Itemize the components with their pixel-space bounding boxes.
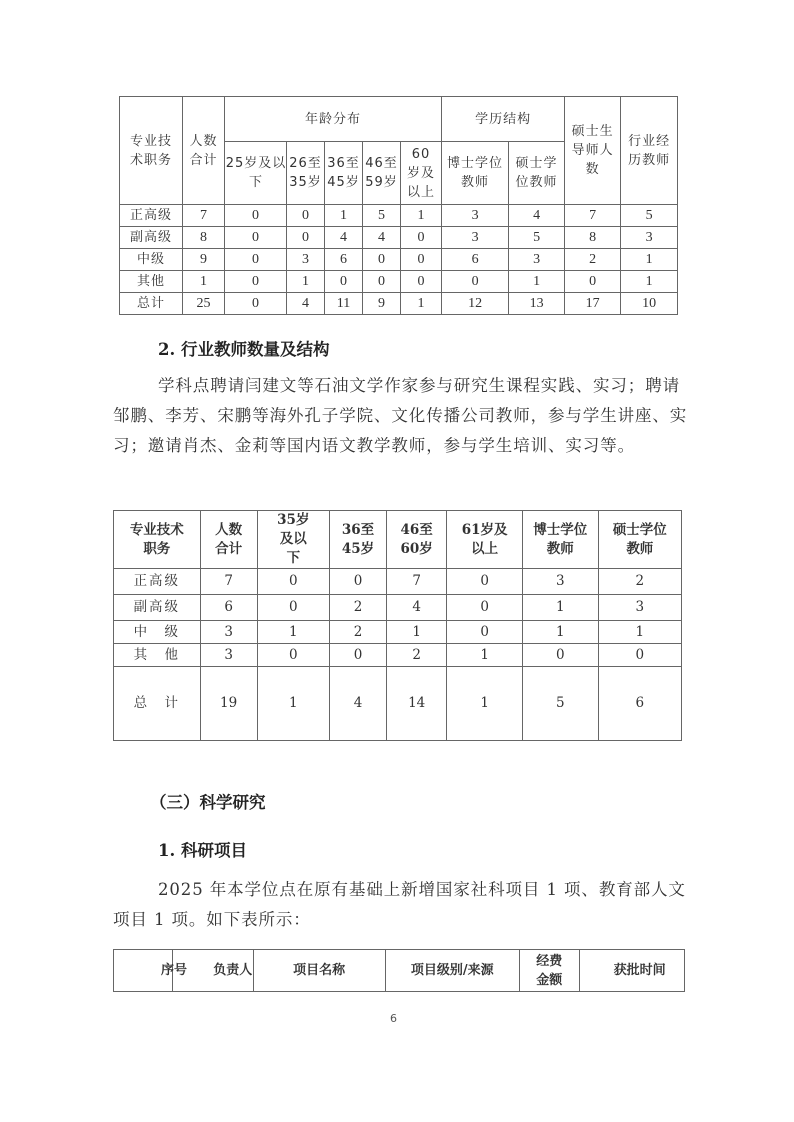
column-header-label: 46至60岁 [400, 521, 433, 557]
table-cell: 4 [287, 293, 325, 315]
table-cell: 0 [257, 644, 329, 667]
column-header-label: 硕士学位教师 [612, 521, 667, 557]
table-cell: 0 [401, 249, 442, 271]
table-cell: 6 [442, 249, 509, 271]
row-title: 正高级 [114, 569, 201, 595]
header-age-group: 年龄分布 [225, 97, 442, 142]
table-cell: 14 [387, 667, 447, 741]
table-cell: 9 [363, 293, 401, 315]
row-title: 总计 [120, 293, 183, 315]
column-header-label: 获批时间 [613, 963, 666, 978]
table-cell: 1 [183, 271, 225, 293]
table-cell: 1 [522, 621, 598, 644]
table-cell: 3 [442, 227, 509, 249]
table-cell: 6 [325, 249, 363, 271]
header-age-col: 36至45岁 [325, 142, 363, 205]
table-cell: 2 [330, 621, 387, 644]
table-row [114, 569, 682, 595]
table-cell: 0 [225, 227, 287, 249]
row-title: 总 计 [114, 667, 201, 741]
column-header [200, 511, 257, 569]
table-row [120, 227, 678, 249]
table-cell: 0 [447, 569, 523, 595]
column-header-label: 博士学位教师 [533, 521, 588, 557]
table-cell: 9 [183, 249, 225, 271]
table-cell: 1 [387, 621, 447, 644]
column-header [522, 511, 598, 569]
table-row [120, 205, 678, 227]
table-cell: 19 [200, 667, 257, 741]
paragraph-research-projects: 2025 年本学位点在原有基础上新增国家社科项目 1 项、教育部人文项目 1 项。如下表所示： [113, 880, 686, 929]
row-title: 正高级 [120, 205, 183, 227]
table-cell: 12 [442, 293, 509, 315]
column-header [253, 950, 385, 992]
column-header-label: 35岁及以下 [277, 512, 310, 566]
page-number: 6 [390, 1012, 397, 1025]
table-row [120, 293, 678, 315]
table-cell: 3 [598, 595, 681, 621]
table-cell: 6 [200, 595, 257, 621]
column-header [447, 511, 523, 569]
table-cell: 4 [387, 595, 447, 621]
table-cell: 1 [621, 271, 678, 293]
row-title: 其他 [120, 271, 183, 293]
table-cell: 3 [200, 621, 257, 644]
faculty-structure-table [119, 96, 678, 315]
header-total: 人数合计 [183, 97, 225, 205]
row-title: 副高级 [114, 595, 201, 621]
table-cell: 0 [225, 249, 287, 271]
header-age-col: 25岁及以下 [225, 142, 287, 205]
row-title: 副高级 [120, 227, 183, 249]
table-cell: 0 [363, 271, 401, 293]
table-cell: 1 [257, 667, 329, 741]
research-project-table [113, 949, 685, 992]
table-cell: 1 [257, 621, 329, 644]
industry-teacher-table [113, 510, 682, 741]
table-cell: 1 [621, 249, 678, 271]
table-cell: 1 [447, 644, 523, 667]
column-header [387, 511, 447, 569]
table-cell: 7 [387, 569, 447, 595]
table-cell: 5 [509, 227, 565, 249]
table-cell: 0 [565, 271, 621, 293]
table-cell: 0 [225, 293, 287, 315]
table-cell: 0 [330, 569, 387, 595]
table-row [114, 644, 682, 667]
column-header [598, 511, 681, 569]
table-cell: 0 [325, 271, 363, 293]
header-industry: 行业经历教师 [621, 97, 678, 205]
table-cell: 0 [287, 227, 325, 249]
row-title: 其 他 [114, 644, 201, 667]
table-cell: 4 [325, 227, 363, 249]
column-header-label: 人数合计 [215, 521, 243, 557]
column-header [385, 950, 519, 992]
table-cell: 0 [363, 249, 401, 271]
column-header-label: 36至45岁 [341, 521, 375, 557]
column-header [257, 511, 329, 569]
header-edu-col: 硕士学位教师 [509, 142, 565, 205]
column-header-label: 专业技术职务 [129, 521, 184, 557]
table-cell: 7 [200, 569, 257, 595]
column-header-label: 序号 [160, 963, 187, 978]
table-cell: 1 [401, 205, 442, 227]
column-header [114, 950, 187, 992]
table-cell: 25 [183, 293, 225, 315]
column-header [519, 950, 579, 992]
table-cell: 0 [522, 644, 598, 667]
table-cell: 1 [401, 293, 442, 315]
table-cell: 3 [621, 227, 678, 249]
section-heading-research: （三）科学研究 [150, 793, 266, 812]
column-header [172, 950, 253, 992]
table-cell: 8 [183, 227, 225, 249]
table-cell: 10 [621, 293, 678, 315]
table-cell: 0 [598, 644, 681, 667]
column-header [114, 511, 201, 569]
table-cell: 2 [598, 569, 681, 595]
table-cell: 4 [330, 667, 387, 741]
table-cell: 13 [509, 293, 565, 315]
column-header-label: 负责人 [213, 963, 253, 978]
table-cell: 2 [330, 595, 387, 621]
table-cell: 7 [183, 205, 225, 227]
header-age-col: 60岁及以上 [401, 142, 442, 205]
table-cell: 0 [225, 205, 287, 227]
table-cell: 0 [447, 621, 523, 644]
table-row [114, 667, 682, 741]
table-cell: 1 [325, 205, 363, 227]
table-cell: 2 [387, 644, 447, 667]
table-cell: 0 [257, 595, 329, 621]
table-cell: 4 [509, 205, 565, 227]
column-header-label: 61岁及以上 [461, 521, 508, 557]
table-cell: 6 [598, 667, 681, 741]
column-header [330, 511, 387, 569]
table-cell: 3 [200, 644, 257, 667]
table-cell: 4 [363, 227, 401, 249]
table-cell: 3 [509, 249, 565, 271]
header-edu-col: 博士学位教师 [442, 142, 509, 205]
table-cell: 1 [447, 667, 523, 741]
column-header-label: 项目名称 [293, 963, 346, 978]
table-row [120, 271, 678, 293]
table-cell: 0 [442, 271, 509, 293]
table-cell: 17 [565, 293, 621, 315]
table-cell: 1 [509, 271, 565, 293]
header-age-col: 46至59岁 [363, 142, 401, 205]
table-cell: 3 [442, 205, 509, 227]
header-edu-group: 学历结构 [442, 97, 565, 142]
table-row [120, 249, 678, 271]
subheading-research-projects: 1. 科研项目 [158, 841, 247, 860]
row-title: 中级 [120, 249, 183, 271]
table-row [114, 595, 682, 621]
table-cell: 11 [325, 293, 363, 315]
table-cell: 0 [401, 271, 442, 293]
table-cell: 3 [287, 249, 325, 271]
table-cell: 5 [363, 205, 401, 227]
table-cell: 0 [330, 644, 387, 667]
table-cell: 0 [257, 569, 329, 595]
table-cell: 0 [287, 205, 325, 227]
table-cell: 0 [447, 595, 523, 621]
table-cell: 5 [522, 667, 598, 741]
header-age-col: 26至35岁 [287, 142, 325, 205]
table-cell: 1 [598, 621, 681, 644]
table-row [114, 621, 682, 644]
table-cell: 7 [565, 205, 621, 227]
table-cell: 0 [225, 271, 287, 293]
table-cell: 5 [621, 205, 678, 227]
table-cell: 0 [401, 227, 442, 249]
table-cell: 2 [565, 249, 621, 271]
header-master-supervisor: 硕士生导师人数 [565, 97, 621, 205]
table-cell: 1 [522, 595, 598, 621]
column-header [579, 950, 684, 992]
column-header-label: 经费金额 [536, 953, 563, 988]
header-title: 专业技术职务 [120, 97, 183, 205]
section-heading-industry-teachers: 2. 行业教师数量及结构 [158, 340, 330, 359]
table-cell: 1 [287, 271, 325, 293]
column-header-label: 项目级别/来源 [410, 963, 494, 978]
paragraph-industry-teachers: 学科点聘请闫建文等石油文学作家参与研究生课程实践、实习；聘请邹鹏、李芳、宋鹏等海外孔子学院、文化传播公司教师，参与学生讲座、实习；邀请肖杰、金莉等国内语文教学教师，参与学生培训、实习等。 [113, 376, 688, 455]
table-cell: 8 [565, 227, 621, 249]
table-cell: 3 [522, 569, 598, 595]
row-title: 中 级 [114, 621, 201, 644]
